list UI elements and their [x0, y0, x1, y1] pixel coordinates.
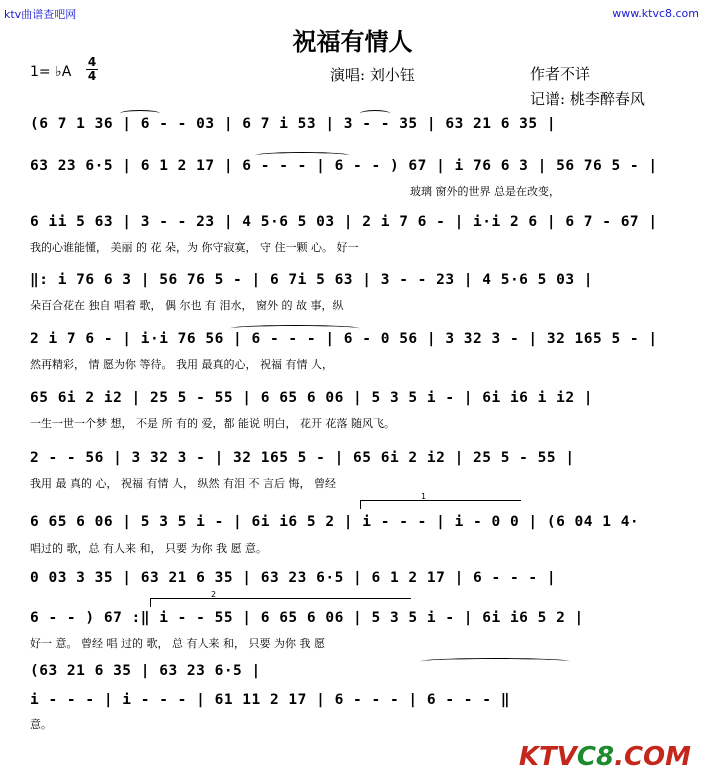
- watermark-com: .COM: [614, 742, 691, 772]
- meter-top: 4: [87, 55, 97, 69]
- volta-label-2: 2: [211, 590, 217, 599]
- slur-mark: [255, 152, 350, 159]
- meter-bottom: 4: [87, 69, 97, 83]
- composer-credit: 作者不详: [530, 65, 591, 83]
- notation-row-12: i - - - | i - - - | 61 11 2 17 | 6 - - - | 6 - - - ‖: [30, 692, 510, 708]
- slur-mark: [120, 110, 160, 117]
- notation-row-8: 6 65 6 06 | 5 3 5 i - | 6i i6 5 2 | i - - - | i - 0 0 | (6 04 1 4·: [30, 514, 640, 530]
- lyric-row-7: 我用 最 真的 心， 祝福 有情 人， 纵然 有泪 不 言后 悔， 曾经: [30, 477, 336, 490]
- singer-credit: 演唱: 刘小钰: [330, 66, 415, 84]
- notation-row-1: (6 7 1 36 | 6 - - 03 | 6 7 i 53 | 3 - - 35 | 63 21 6 35 |: [30, 116, 557, 132]
- song-title: 祝福有情人: [292, 27, 413, 56]
- notation-row-4: ‖: i 76 6 3 | 56 76 5 - | 6 7i 5 63 | 3 - - 23 | 4 5·6 5 03 |: [30, 272, 594, 288]
- watermark-ktv: KTV: [518, 742, 577, 772]
- lyric-row-6: 一生一世一个梦 想， 不是 所 有的 爱，都 能说 明白， 花开 花落 随风飞。: [30, 417, 395, 430]
- lyric-row-8: 唱过的 歌，总 有人来 和， 只要 为你 我 愿 意。: [30, 542, 267, 555]
- lyric-row-5: 然再精彩， 情 愿为你 等待。 我用 最真的心， 祝福 有情 人，: [30, 358, 333, 371]
- slur-mark: [230, 325, 360, 332]
- notation-row-6: 65 6i 2 i2 | 25 5 - 55 | 6 65 6 06 | 5 3 5 i - | 6i i6 i i2 |: [30, 390, 594, 406]
- key-signature: 1= ♭A: [30, 64, 72, 80]
- notation-row-9: 0 03 3 35 | 63 21 6 35 | 63 23 6·5 | 6 1 2 17 | 6 - - - |: [30, 570, 557, 586]
- watermark-c8: C8: [576, 742, 615, 772]
- site-url-top-right: www.ktvc8.com: [612, 7, 699, 20]
- notation-row-11: (63 21 6 35 | 63 23 6·5 |: [30, 663, 261, 679]
- volta-bracket-1: [360, 492, 521, 509]
- lyric-row-3: 我的心谁能懂， 美丽 的 花 朵，为 你守寂寞， 守 住一颗 心。 好一: [30, 241, 359, 254]
- site-name-top-left: ktv曲谱查吧网: [4, 8, 77, 21]
- time-signature: [84, 57, 100, 82]
- notation-row-2: 63 23 6·5 | 6 1 2 17 | 6 - - - | 6 - - ) 67 | i 76 6 3 | 56 76 5 - |: [30, 158, 658, 174]
- notation-row-5: 2 i 7 6 - | i·i 76 56 | 6 - - - | 6 - 0 56 | 3 32 3 - | 32 165 5 - |: [30, 331, 658, 347]
- slur-mark: [360, 110, 390, 117]
- lyric-row-2: 玻璃 窗外的世界 总是在改变，: [410, 185, 560, 198]
- scribe-credit: 记谱: 桃李醉春风: [530, 90, 645, 108]
- slur-mark: [420, 658, 570, 665]
- lyric-row-10: 好一 意。 曾经 唱 过的 歌， 总 有人来 和， 只要 为你 我 愿: [30, 637, 325, 650]
- lyric-row-12: 意。: [30, 718, 52, 731]
- notation-row-10: 6 - - ) 67 :‖ i - - 55 | 6 65 6 06 | 5 3 5 i - | 6i i6 5 2 |: [30, 610, 584, 626]
- volta-bracket-2: [150, 590, 411, 607]
- notation-row-3: 6 ii 5 63 | 3 - - 23 | 4 5·6 5 03 | 2 i 7 6 - | i·i 2 6 | 6 7 - 67 |: [30, 214, 658, 230]
- notation-row-7: 2 - - 56 | 3 32 3 - | 32 165 5 - | 65 6i 2 i2 | 25 5 - 55 |: [30, 450, 575, 466]
- volta-label-1: 1: [421, 492, 427, 501]
- lyric-row-4: 朵百合花在 独自 唱着 歌， 偶 尔也 有 泪水， 窗外 的 故 事，纵: [30, 299, 344, 312]
- watermark-logo: [519, 742, 691, 772]
